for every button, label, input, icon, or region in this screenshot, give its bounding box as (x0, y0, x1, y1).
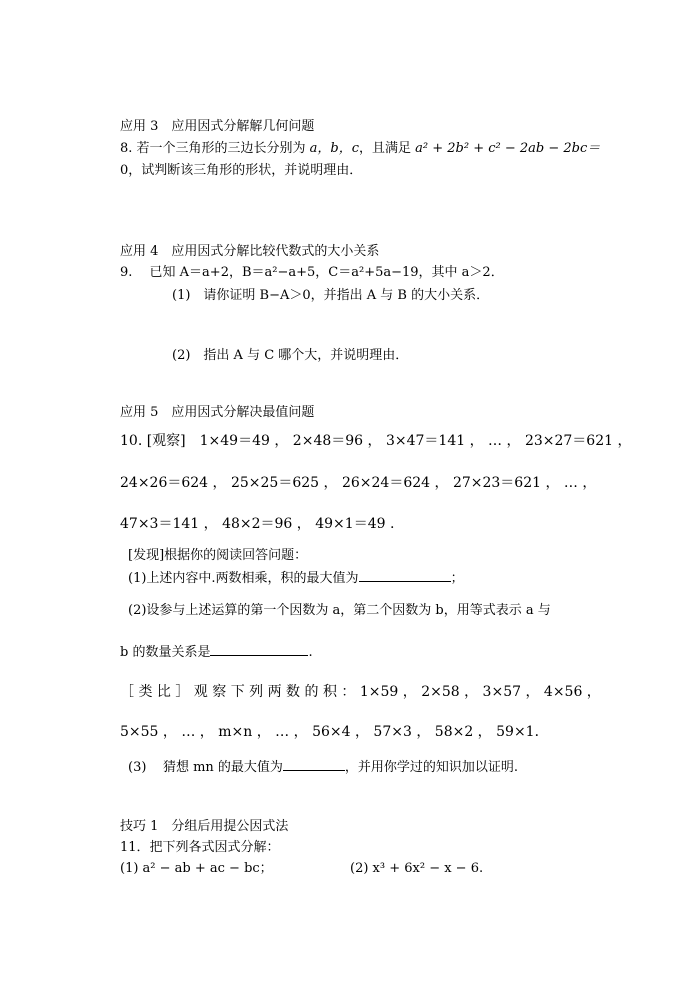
analogy-line-1: ［ 类 比 ］ 观 察 下 列 两 数 的 积 ： 1×59 ， 2×58 ， 3×57 ， 4×56 ， (120, 684, 601, 700)
part-3-answer-blank[interactable] (283, 758, 345, 771)
question-9: 9. 已知 A＝a+2，B＝a²−a+5，C＝a²+5a−19，其中 a＞2． (120, 265, 504, 280)
question-11-part-1: (1) a² − ab + ac − bc； (120, 861, 273, 876)
part-3-text: 猜想 mn 的最大值为 (162, 760, 283, 775)
part-1-text: (1)上述内容中.两数相乘，积的最大值为 (128, 571, 359, 586)
part-3 (128, 758, 518, 777)
discover-heading: [发现]根据你的阅读回答问题： (128, 548, 308, 563)
question-11: 11．把下列各式因式分解： (120, 840, 280, 855)
question-9-part-1: (1) 请你证明 B−A＞0，并指出 A 与 B 的大小关系． (172, 288, 490, 303)
question-10-line-1: 10. [观察] 1×49＝49 ， 2×48＝96 ， 3×47＝141 ， … ， 23×27＝621 ， (120, 433, 632, 449)
part-2-line-2 (120, 643, 313, 662)
part-3-label: (3) (128, 760, 147, 775)
part-1-answer-blank[interactable] (359, 569, 451, 582)
part-2-line-1: (2)设参与上述运算的第一个因数为 a，第二个因数为 b，用等式表示 a 与 (128, 603, 551, 618)
section-5-title: 应用 5 应用因式分解决最值问题 (120, 405, 315, 420)
part-1 (128, 569, 464, 588)
part-2-end: . (308, 645, 313, 660)
section-4-title: 应用 4 应用因式分解比较代数式的大小关系 (120, 244, 380, 259)
part-1-end: ； (450, 571, 464, 586)
question-8-line-2: 0，试判断该三角形的形状，并说明理由． (120, 163, 363, 178)
part-2-text: b 的数量关系是 (120, 645, 211, 660)
analogy-line-2: 5×55 ， … ， m×n ， … ， 56×4 ， 57×3 ， 58×2 ， 59×1． (120, 724, 549, 740)
question-8-line-1 (120, 140, 600, 158)
tip-1-title: 技巧 1 分组后用提公因式法 (120, 819, 289, 834)
question-9-part-2: (2) 指出 A 与 C 哪个大，并说明理由． (172, 348, 409, 363)
q8-prefix: 8. 若一个三角形的三边长分别为 (120, 141, 310, 156)
q8-mid: ，且满足 (359, 141, 416, 156)
q8-equation: a² + 2b² + c² − 2ab − 2bc＝ (415, 141, 601, 156)
part-2-answer-blank[interactable] (210, 643, 308, 656)
section-3-title: 应用 3 应用因式分解解几何问题 (120, 119, 315, 134)
part-3-end: ，并用你学过的知识加以证明. (344, 760, 519, 775)
question-10-line-2: 24×26＝624 ， 25×25＝625 ， 26×24＝624 ， 27×23＝621 ， … ， (120, 475, 597, 491)
q8-vars: a，b，c (309, 141, 360, 156)
question-11-part-2: (2) x³ + 6x² − x − 6. (350, 861, 484, 876)
question-10-line-3: 47×3＝141 ， 48×2＝96 ， 49×1＝49 . (120, 516, 395, 532)
